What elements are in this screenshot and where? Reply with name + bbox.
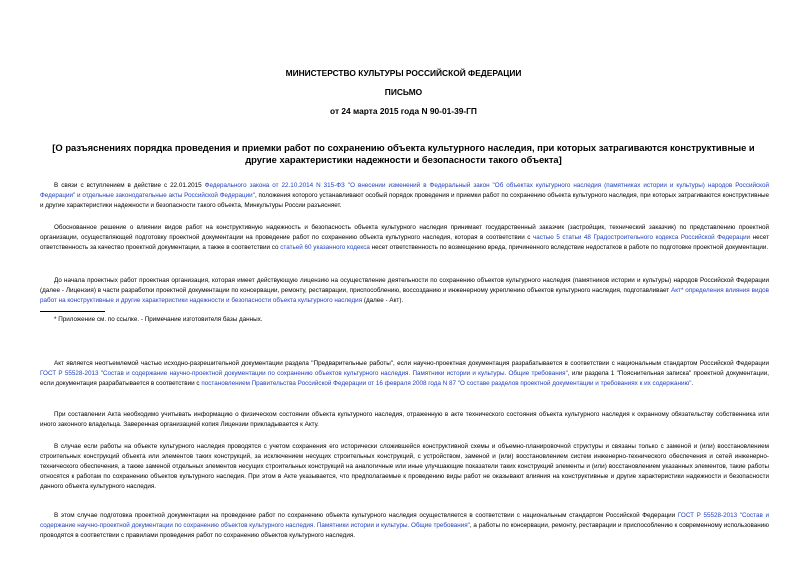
footnote-divider [40, 311, 105, 312]
paragraph-2-text-c: несет ответственность по возмещению вреда, причиненного вследствие недостатков в работе по подготовке проектной документации. [369, 244, 769, 251]
paragraph-2-text-a: Обоснованное решение о влиянии видов работ на конструктивную надежность и безопасность объекта культурного наследия принимает государственный заказчик (застройщик, технический заказчик) по представлению проектной организации, осуществляющей подготовку проектной документации на проведение работ по сохранению объекта культурного наследия, которая в соответствии с [40, 224, 769, 241]
paragraph-1-text-b: , положения которого устанавливают особый порядок проведения и приемки работ по сохранению объекта культурного наследия, при которых затрагиваются конструктивные и другие характеристики надежности и безопасности такого объекта, Минкультуры России разъясняет. [40, 192, 770, 209]
paragraph-3-text-b: (далее - Акт). [362, 297, 404, 304]
document-type: ПИСЬМО [384, 87, 423, 97]
paragraph-2 [40, 223, 769, 253]
federal-law-315-link[interactable]: Федерального закона от 22.10.2014 N 315-ФЗ "О внесении изменений в Федеральный закон "Об объектах культурного наследия (памятниках истории и культуры) народов Российской Федерации" и отдельные законодательные акты Российской Федерации" [40, 182, 769, 199]
paragraph-3 [40, 276, 769, 306]
document-subject: [О разъяснениях порядка проведения и приемки работ по сохранению объекта культурного наследия, при которых затрагиваются конструктивные и другие характеристики надежности и безопасности такого объекта] [52, 142, 755, 165]
paragraph-2-text-b: несет ответственность за качество проектной документации, а также в соответствии со [40, 234, 770, 251]
gost-55528-link[interactable]: ГОСТ Р 55528-2013 "Состав и содержание научно-проектной документации по сохранению объектов культурного наследия. Памятники истории и культуры. Общие требования" [40, 370, 568, 377]
government-decree-87-link[interactable]: постановлением Правительства Российской Федерации от 16 февраля 2008 года N 87 "О составе разделов проектной документации и требованиях к их содержанию" [201, 380, 692, 387]
paragraph-4-text-b: , или раздела 1 "Пояснительная записка" проектной документации, если документация разрабатывается в соответствии с [40, 370, 769, 387]
paragraph-7-text-b: , а работы по консервации, ремонту, реставрации и приспособлению к современному использованию проводятся в соответствии с правилами проведения работ по сохранению объектов культурного наследия. [40, 522, 769, 539]
gradcode-article-48-link[interactable]: частью 5 статьи 48 Градостроительного кодекса Российской Федерации [532, 234, 751, 241]
paragraph-1 [40, 181, 769, 211]
act-appendix-link[interactable]: Акт* определения влияния видов работ на конструктивные и другие характеристики надежности и безопасности объекта культурного наследия [40, 287, 769, 304]
paragraph-4 [40, 359, 769, 389]
paragraph-7-text-a: В этом случае подготовка проектной документации на проведение работ по сохранению объекта культурного наследия осуществляется в соответствии с национальным стандартом Российской Федерации [54, 512, 678, 519]
gradcode-article-60-link[interactable]: статьей 60 указанного кодекса [280, 244, 370, 251]
gost-55528-link-2[interactable]: ГОСТ Р 55528-2013 "Состав и содержание научно-проектной документации по сохранению объектов культурного наследия. Памятники истории и культуры. Общие требования" [40, 512, 769, 529]
paragraph-3-text-a: До начала проектных работ проектная организация, которая имеет действующую лицензию на осуществление деятельности по сохранению объектов культурного наследия (памятников истории и культуры) народов Российской Федерации (далее - Лицензия) в части разработки проектной документации по консервации, ремонту, реставрации, приспособлению, воссозданию и инженерному укреплению объектов культурного наследия, подготавливает [40, 277, 769, 294]
ministry-title: МИНИСТЕРСТВО КУЛЬТУРЫ РОССИЙСКОЙ ФЕДЕРАЦИИ [285, 68, 522, 78]
paragraph-6: В случае если работы на объекте культурного наследия проводятся с учетом сохранения его исторически сложившейся конструктивной схемы и объемно-планировочной структуры и связаны только с заменой и (или) восстановлением строительных конструкций объекта или элементов таких конструкций, за исключением несущих строительных конструкций, с устройством, заменой и (или) восстановлением систем инженерно-технического обеспечения и сетей инженерно-технического обеспечения, а также заменой отдельных элементов несущих строительных конструкций на аналогичные или иные улучшающие показатели таких конструкций элементы и (или) восстановлением указанных элементов, такие работы относятся к работам по сохранению объектов культурного наследия. При этом в Акте указывается, что предполагаемые к проведению виды работ не оказывают влияния на конструктивные и другие характеристики надежности и безопасности данного объекта культурного наследия. [40, 443, 769, 490]
paragraph-4-text-a: Акт является неотъемлемой частью исходно-разрешительной документации раздела "Предварительные работы", если научно-проектная документация разрабатывается в соответствии с национальным стандартом Российской Федерации [54, 360, 769, 367]
paragraph-7 [40, 511, 769, 541]
document-date-number: от 24 марта 2015 года N 90-01-39-ГП [330, 106, 477, 116]
paragraph-4-text-c: . [691, 380, 694, 387]
paragraph-5: При составлении Акта необходимо учитывать информацию о физическом состоянии объекта культурного наследия, отраженную в акте технического состояния объекта культурного наследия к охранному обязательству собственника или иного законного владельца. Заверенная организацией копия Лицензии прикладывается к Акту. [40, 411, 769, 428]
footnote: * Приложение см. по ссылке. - Примечание изготовителя базы данных. [54, 316, 263, 323]
paragraph-1-text-a: В связи с вступлением в действие с 22.01.2015 [54, 182, 205, 189]
